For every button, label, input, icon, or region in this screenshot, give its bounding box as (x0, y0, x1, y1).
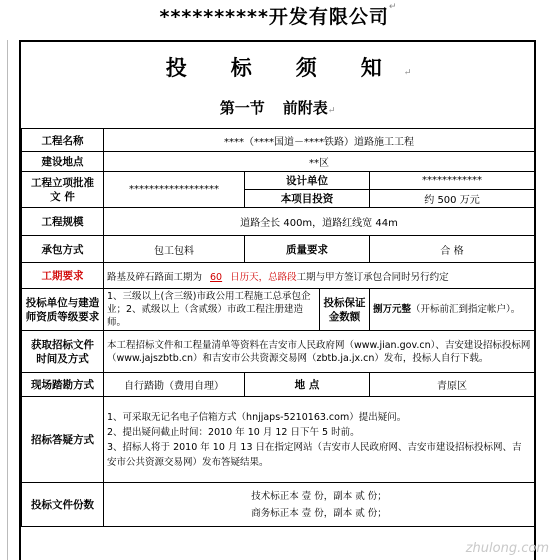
paragraph-mark: ↵ (403, 68, 412, 78)
qa-line: 3、招标人将于 2010 年 10 月 13 日在指定网站（吉安市人民政府网、吉安市建设招标投标网、吉安市公共资源交易网）发布答疑结果。 (107, 441, 522, 468)
bond-amount: 捌万元整 (373, 304, 412, 315)
quality-label: 质量要求 (245, 236, 370, 263)
quality-value: 合 格 (370, 236, 535, 263)
bond-label (320, 289, 370, 331)
document-title (21, 52, 534, 82)
approval-label-line-1: 工程立项批准 (31, 176, 94, 189)
project-name-value: ****（****国道－****铁路）道路施工工程 (104, 129, 535, 152)
site-label: 建设地点 (22, 152, 104, 172)
contract-label: 承包方式 (22, 236, 104, 263)
table-row (22, 397, 535, 483)
bidder-label (22, 289, 104, 331)
copies-line: 技术标正本 壹 份，副本 贰 份； (251, 490, 387, 502)
bond-label-line-1: 投标保证 (323, 296, 366, 309)
table-row (22, 263, 535, 289)
table-row (22, 152, 535, 172)
title-char: 知 (360, 55, 382, 80)
investment-label: 本项目投资 (245, 190, 370, 208)
project-name-label: 工程名称 (22, 129, 104, 152)
survey-label: 现场踏勘方式 (22, 373, 104, 397)
copies-line: 商务标正本 壹 份，副本 贰 份； (251, 507, 387, 519)
qa-value (104, 397, 535, 483)
obtain-value: 本工程招标文件和工程量清单等资料在吉安市人民政府网（www.jian.gov.cn）、吉安建设招标投标网（www.jajszbtb.cn）和吉安市公共资源交易网（zbtb.ja.jx.cn）发布，投标人自行下载。 (104, 331, 535, 373)
paragraph-mark: ↵ (388, 2, 398, 12)
title-char: 投 (165, 55, 187, 80)
period-label: 工期要求 (22, 263, 104, 289)
bidder-label-line-2: 师资质等级要求 (25, 310, 100, 323)
table-row (22, 172, 535, 190)
site-value: **区 (104, 152, 535, 172)
table-row (22, 331, 535, 373)
table-row (22, 483, 535, 527)
title-char: 标 (230, 55, 252, 80)
obtain-label-line-1: 获取招标文件 (31, 338, 94, 351)
page-left-guide (7, 40, 8, 560)
copies-label: 投标文件份数 (22, 483, 104, 527)
title-char: 须 (295, 55, 317, 80)
paragraph-mark: ↵ (327, 106, 336, 116)
place-label: 地 点 (245, 373, 370, 397)
bond-label-line-2: 金数额 (328, 310, 361, 323)
approval-label (22, 172, 104, 208)
period-value (104, 263, 535, 289)
period-prefix: 路基及碎石路面工期为 (107, 271, 203, 283)
qa-line: 2、提出疑问截止时间：2010 年 10 月 12 日下午 5 时前。 (107, 426, 360, 438)
copies-value (104, 483, 535, 527)
table-row (22, 129, 535, 152)
scale-label: 工程规模 (22, 208, 104, 236)
qa-line: 1、可采取无记名电子信箱方式（hnjjaps-5210163.com）提出疑问。 (107, 411, 407, 423)
watermark: zhulong.com (465, 541, 549, 556)
period-days: 60 (210, 271, 223, 283)
appendix-table (21, 128, 535, 527)
table-row (22, 289, 535, 331)
section-number: 第一节 (219, 99, 265, 117)
bond-note: （开标前汇到指定帐户）。 (411, 304, 521, 315)
design-unit-label: 设计单位 (245, 172, 370, 190)
table-row (22, 373, 535, 397)
period-suffix: 工期与甲方签订承包合同时另行约定 (296, 271, 449, 283)
approval-value: ****************** (104, 172, 245, 208)
bond-value (370, 289, 535, 331)
bidder-value: 1、三级以上(含三级)市政公用工程施工总承包企业；2、贰级以上（含贰级）市政工程注册建造师。 (104, 289, 320, 331)
design-unit-value: ************ (370, 172, 535, 190)
scale-value: 道路全长 400m，道路红线宽 44m (104, 208, 535, 236)
place-value: 青原区 (370, 373, 535, 397)
survey-value: 自行踏勘（费用自理） (104, 373, 245, 397)
table-row (22, 208, 535, 236)
qa-label: 招标答疑方式 (22, 397, 104, 483)
company-header (0, 2, 557, 29)
approval-label-line-2: 文 件 (50, 190, 75, 203)
obtain-label (22, 331, 104, 373)
bidder-label-line-1: 投标单位与建造 (25, 296, 100, 309)
investment-value: 约 500 万元 (370, 190, 535, 208)
contract-value: 包工包料 (104, 236, 245, 263)
table-row (22, 236, 535, 263)
section-heading (21, 97, 534, 118)
obtain-label-line-2: 时间及方式 (36, 352, 89, 365)
period-mid: 日历天，总路段 (230, 271, 297, 283)
company-name: **********开发有限公司 (159, 6, 389, 28)
section-title: 前附表 (282, 99, 328, 117)
